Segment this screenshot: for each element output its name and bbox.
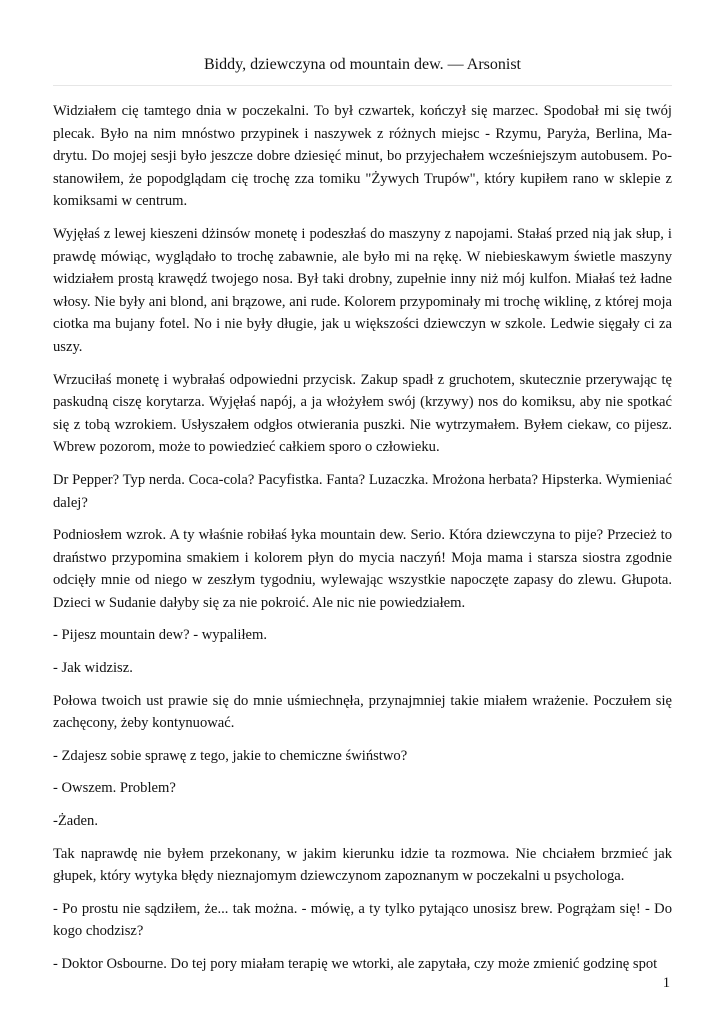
title-divider xyxy=(53,85,672,86)
document-title: Biddy, dziewczyna od mountain dew. — Arsonist xyxy=(204,56,521,73)
dialogue-line: - Zdajesz sobie sprawę z tego, jakie to chemiczne świństwo? xyxy=(53,747,408,764)
dialogue-line: - Pijesz mountain dew? - wypaliłem. xyxy=(53,627,267,644)
paragraph: Połowa twoich ust prawie się do mnie uśmiechnęła, przynajmniej takie miałem wrażenie. Poczułem się zachęcony, żeby kontynuować. xyxy=(53,692,672,732)
dialogue-line: -Żaden. xyxy=(53,813,98,830)
paragraph: Wrzuciłaś monetę i wybrałaś odpowiedni przycisk. Zakup spadł z gruchotem, skutecznie przerywając tę paskudną ciszę korytarza. Wyjęłaś napój, a ja włożyłem swój (krzywy) nos do komiksu, aby nie spotkać się z tobą wzrokiem. Usłyszałem odgłos otwierania puszki. Nie wytrzymałem. Byłem ciekaw, co pijesz. Wbrew pozorom, może to powiedzieć całkiem sporo o człowieku. xyxy=(53,371,672,456)
dialogue-line: - Doktor Osbourne. Do tej pory miałam terapię we wtorki, ale zapytała, czy może zmienić godzinę spot xyxy=(53,956,658,972)
paragraph: Widziałem cię tamtego dnia w poczekalni. To był czwartek, kończył się marzec. Spodobał mi się twój plecak. Było na nim mnóstwo przypinek i naszywek z różnych miejsc - Rzymu, Paryża, Berlina, Madrytu. Do mojej sesji było jeszcze dobre dziesięć minut, bo przyjechałem wcześniejszym autobusem. Postanowiłem, że popodglądam cię trochę zza tomiku "Żywych Trupów", który kupiłem rano w sklepie z komiksami w centrum. xyxy=(53,103,672,210)
paragraph: Dr Pepper? Typ nerda. Coca-cola? Pacyfistka. Fanta? Luzaczka. Mrożona herbata? Hipsterka. Wymieniać dalej? xyxy=(53,471,672,511)
dialogue-line: - Po prostu nie sądziłem, że... tak można. - mówię, a ty tylko pytająco unosisz brew. Pogrążam się! - Do kogo chodzisz? xyxy=(53,900,672,940)
paragraph: Wyjęłaś z lewej kieszeni dżinsów monetę i podeszłaś do maszyny z napojami. Stałaś przed nią jak słup, i prawdę mówiąc, wyglądało to trochę zabawnie, ale było mi na rękę. W niebieskawym świetle maszyny widziałem prostą krawędź twojego nosa. Był taki drobny, zupełnie inny niż mój kulfon. Miałaś też ładne włosy. Nie były ani blond, ani brązowe, ani rude. Kolorem przypominały mi trochę wiklinę, z której moja ciotka ma bujany fotel. No i nie były długie, jak u większości dziewczyn w szkole. Ledwie sięgały ci za uszy. xyxy=(53,225,672,355)
document-body xyxy=(53,100,672,986)
page-number: 1 xyxy=(662,975,670,991)
dialogue-line: - Owszem. Problem? xyxy=(53,780,176,797)
dialogue-line: - Jak widzisz. xyxy=(53,660,133,677)
paragraph: Tak naprawdę nie byłem przekonany, w jakim kierunku idzie ta rozmowa. Nie chciałem brzmieć jak głupek, który wytyka błędy nieznajomym dziewczynom zapoznanym w poczekalni u psychologa. xyxy=(53,845,672,885)
paragraph: Podniosłem wzrok. A ty właśnie robiłaś łyka mountain dew. Serio. Która dziewczyna to pije? Przecież to draństwo przypomina smakiem i kolorem płyn do mycia naczyń! Moja mama i starsza siostra zgodnie odcięły mnie od niego w zeszłym tygodniu, wylewając wszystkie napoczęte zapasy do zlewu. Głupota. Dzieci w Sudanie dałyby się za nie pokroić. Ale nic nie powiedziałem. xyxy=(53,527,672,611)
